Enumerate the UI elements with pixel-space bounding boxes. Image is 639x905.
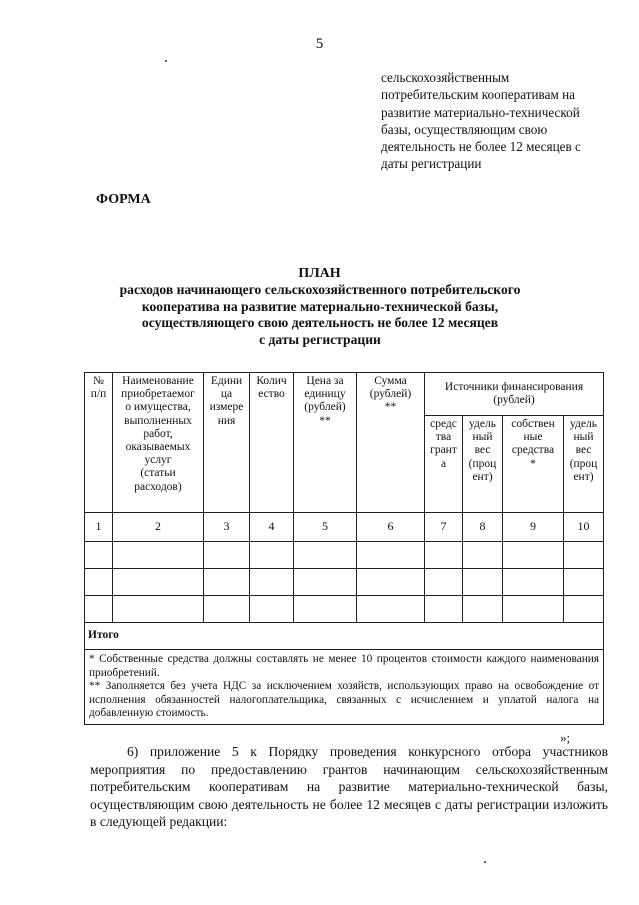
table-cell bbox=[85, 542, 113, 569]
notes-row bbox=[85, 650, 604, 725]
table-cell bbox=[113, 542, 204, 569]
column-number: 8 bbox=[463, 513, 503, 542]
body-paragraph bbox=[90, 743, 608, 831]
table-cell bbox=[357, 596, 425, 623]
table-cell bbox=[357, 569, 425, 596]
table-cell bbox=[204, 596, 250, 623]
table-cell bbox=[294, 542, 357, 569]
table-cell bbox=[85, 596, 113, 623]
header-cell-own-share: удель ный вес (проц ент) bbox=[564, 416, 604, 513]
table-cell bbox=[425, 596, 463, 623]
header-cell-sum: Сумма (рублей) ** bbox=[357, 373, 425, 513]
plan-subtitle-line: расходов начинающего сельскохозяйственного потребительского bbox=[119, 282, 521, 297]
column-number: 1 bbox=[85, 513, 113, 542]
header-cell-quantity: Колич ество bbox=[250, 373, 294, 513]
header-cell-unit: Едини ца измере ния bbox=[204, 373, 250, 513]
column-number: 7 bbox=[425, 513, 463, 542]
header-cell-unit-price: Цена за единицу (рублей) ** bbox=[294, 373, 357, 513]
table-row bbox=[85, 569, 604, 596]
column-number: 4 bbox=[250, 513, 294, 542]
total-row bbox=[85, 623, 604, 650]
table-cell bbox=[425, 542, 463, 569]
header-line: сельскохозяйственным bbox=[381, 70, 510, 85]
plan-subtitle bbox=[40, 282, 600, 348]
table-cell bbox=[564, 596, 604, 623]
table-cell bbox=[463, 542, 503, 569]
header-reference bbox=[381, 69, 621, 173]
table-cell bbox=[463, 596, 503, 623]
plan-subtitle-line: осуществляющего свою деятельность не более 12 месяцев bbox=[141, 315, 499, 331]
table-cell bbox=[204, 542, 250, 569]
table-cell bbox=[294, 596, 357, 623]
table-cell bbox=[294, 569, 357, 596]
column-number: 9 bbox=[503, 513, 564, 542]
header-cell-own-funds: собствен ные средства * bbox=[503, 416, 564, 513]
paragraph-text: 6) приложение 5 к Порядку проведения конкурсного отбора участников мероприятия по предоставлению грантов начинающим сельскохозяйственным потребительским кооперативам на развитие материально-технической базы, осуществляющим свою деятельность не более 12 месяцев с даты регистрации изложить в следующей редакции: bbox=[90, 744, 608, 830]
header-cell-name: Наименование приобретаемог о имущества, выполненных работ, оказываемых услуг (статьи расходов) bbox=[113, 373, 204, 513]
table-cell bbox=[425, 569, 463, 596]
footnote-own-funds: * Собственные средства должны составлять не менее 10 процентов стоимости каждого наименования приобретений. bbox=[89, 653, 600, 679]
table-cell bbox=[564, 569, 604, 596]
column-number: 5 bbox=[294, 513, 357, 542]
table-cell bbox=[250, 569, 294, 596]
column-number: 6 bbox=[357, 513, 425, 542]
scan-speck bbox=[484, 861, 486, 863]
column-number: 2 bbox=[113, 513, 204, 542]
table-cell bbox=[463, 569, 503, 596]
plan-subtitle-line: с даты регистрации bbox=[259, 331, 381, 347]
form-label: ФОРМА bbox=[96, 192, 151, 207]
table-cell bbox=[113, 596, 204, 623]
table-notes bbox=[85, 650, 604, 725]
column-number: 10 bbox=[564, 513, 604, 542]
table-row bbox=[85, 596, 604, 623]
header-line: развитие материально-технической bbox=[381, 104, 580, 120]
table-cell bbox=[250, 596, 294, 623]
header-cell-grant-share: удель ный вес (проц ент) bbox=[463, 416, 503, 513]
header-cell-grant-funds: средс тва грант а bbox=[425, 416, 463, 513]
table-cell bbox=[250, 542, 294, 569]
table-cell bbox=[503, 542, 564, 569]
table-cell bbox=[503, 569, 564, 596]
table-cell bbox=[564, 542, 604, 569]
table-cell bbox=[204, 569, 250, 596]
table-cell bbox=[357, 542, 425, 569]
header-cell-number: № п/п bbox=[85, 373, 113, 513]
plan-table bbox=[84, 372, 604, 725]
header-line: базы, осуществляющим свою bbox=[381, 121, 548, 137]
column-number-row bbox=[85, 513, 604, 542]
header-line: деятельность не более 12 месяцев с bbox=[381, 139, 581, 155]
scan-speck bbox=[165, 60, 167, 62]
header-line: потребительским кооперативам на bbox=[381, 87, 576, 103]
header-cell-funding-sources: Источники финансирования (рублей) bbox=[425, 373, 604, 416]
plan-title: ПЛАН bbox=[298, 266, 341, 281]
table-cell bbox=[85, 569, 113, 596]
table-cell bbox=[503, 596, 564, 623]
column-number: 3 bbox=[204, 513, 250, 542]
page-number: 5 bbox=[315, 36, 324, 52]
table-cell bbox=[113, 569, 204, 596]
table-row bbox=[85, 542, 604, 569]
footnote-vat: ** Заполняется без учета НДС за исключением хозяйств, использующих право на освобождение от исполнения обязанностей налогоплательщика, связанных с исчислением и уплатой налога на добавленную стоимость. bbox=[89, 680, 600, 719]
closing-quote: »; bbox=[560, 730, 571, 745]
total-label: Итого bbox=[85, 623, 604, 650]
header-line: даты регистрации bbox=[381, 156, 482, 172]
plan-subtitle-line: кооператива на развитие материально-технической базы, bbox=[141, 298, 499, 314]
